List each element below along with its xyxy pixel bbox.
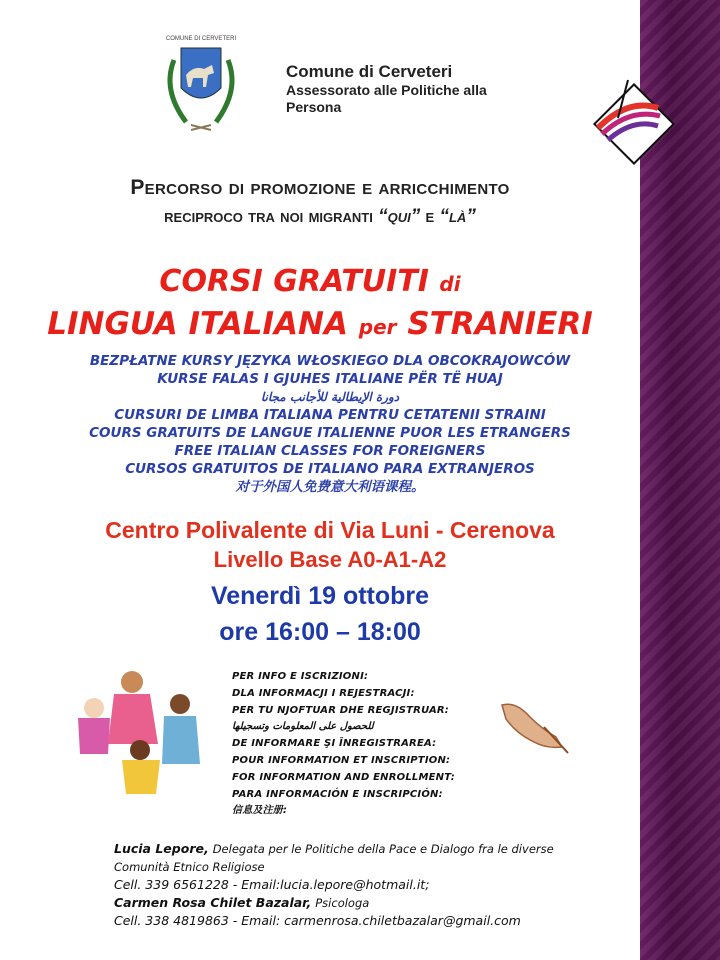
date-line: Venerdì 19 ottobre <box>210 582 430 610</box>
contact1-role: Delegata per le Politiche della Pace e Dialogo fra le diverse <box>212 842 554 856</box>
level-line: Livello Base A0-A1-A2 <box>213 547 447 572</box>
contact2-cell: Cell. 338 4819863 - Email: carmenrosa.chiletbazalar@gmail.com <box>114 913 521 928</box>
translation-albanian: KURSE FALAS I GJUHES ITALIANE PËR TË HUAJ <box>157 371 503 387</box>
header <box>286 62 516 116</box>
contact2-name: Carmen Rosa Chilet Bazalar, <box>114 895 312 910</box>
translation-polish: BEZPŁATNE KURSY JĘZYKA WŁOSKIEGO DLA OBCOKRAJOWCÓW <box>89 353 571 369</box>
qui-word: “qui” <box>378 206 421 227</box>
contact1-role2: Comunità Etnico Religiose <box>114 860 265 874</box>
translation-romanian: CURSURI DE LIMBA ITALIANA PENTRU CETATENII STRAINI <box>114 407 546 423</box>
per-word: per <box>358 315 397 339</box>
info-line-es: PARA INFORMACIÓN E INSCRIPCIÓN: <box>232 788 443 800</box>
main-title-line2 <box>0 306 650 342</box>
venue-line: Centro Polivalente di Via Luni - Cerenova <box>105 517 555 543</box>
contact2-role: Psicologa <box>315 896 370 910</box>
info-line-pl: DLA INFORMACJI I REJESTRACJI: <box>232 687 415 699</box>
people-illustration <box>68 664 216 804</box>
lingua-italiana: LINGUA ITALIANA <box>47 306 348 342</box>
contact2-line <box>114 894 554 912</box>
info-line-fr: POUR INFORMATION ET INSCRIPTION: <box>232 754 451 766</box>
info-line-it: PER INFO E ISCRIZIONI: <box>232 671 369 682</box>
header-title: Comune di Cerveteri <box>286 62 453 81</box>
info-block <box>232 669 455 820</box>
contact1-line1 <box>114 840 554 858</box>
e-word: e <box>425 206 435 227</box>
la-word: “là” <box>439 206 476 227</box>
writing-hand-icon <box>496 697 570 759</box>
di-word: di <box>439 272 461 296</box>
info-line-en: FOR INFORMATION AND ENROLLMENT: <box>232 771 455 783</box>
translation-english: FREE ITALIAN CLASSES FOR FOREIGNERS <box>174 443 486 459</box>
contacts-block <box>114 840 554 930</box>
header-subtitle: Assessorato alle Politiche alla Persona <box>286 82 487 115</box>
translation-chinese: 对于外国人免费意大利语课程。 <box>235 479 425 495</box>
paint-diamond-logo <box>588 78 680 170</box>
stranieri: STRANIERI <box>407 306 593 342</box>
subtitle-line2 <box>0 206 640 228</box>
translation-spanish: CURSOS GRATUITOS DE ITALIANO PARA EXTRANJEROS <box>125 461 535 477</box>
contact1-cell: Cell. 339 6561228 - Email:lucia.lepore@hotmail.it; <box>114 877 430 892</box>
cerveteri-crest-logo <box>156 30 246 150</box>
svg-text:COMUNE DI CERVETERI: COMUNE DI CERVETERI <box>165 36 237 42</box>
translation-french: COURS GRATUITS DE LANGUE ITALIENNE PUOR LES ETRANGERS <box>89 425 571 441</box>
info-line-zh: 信息及注册: <box>232 805 288 817</box>
subtitle-line2-prefix: reciproco tra noi migranti <box>164 206 373 227</box>
main-title-line1 <box>0 264 640 299</box>
translations-list <box>0 352 660 496</box>
time-line: ore 16:00 – 18:00 <box>219 618 421 646</box>
info-line-ar: للحصول على المعلومات وتسجيلها <box>232 721 374 733</box>
contact1-name: Lucia Lepore, <box>114 841 209 856</box>
info-line-sq: PER TU NJOFTUAR DHE REGJISTRUAR: <box>232 704 449 716</box>
info-line-ro: DE INFORMARE ŞI ÎNREGISTRAREA: <box>232 738 437 750</box>
translation-arabic: دورة الإيطالية للأجانب مجانا <box>260 390 400 404</box>
corsi-gratuiti: CORSI GRATUITI <box>159 264 429 299</box>
subtitle-line1: Percorso di promozione e arricchimento <box>130 176 510 199</box>
